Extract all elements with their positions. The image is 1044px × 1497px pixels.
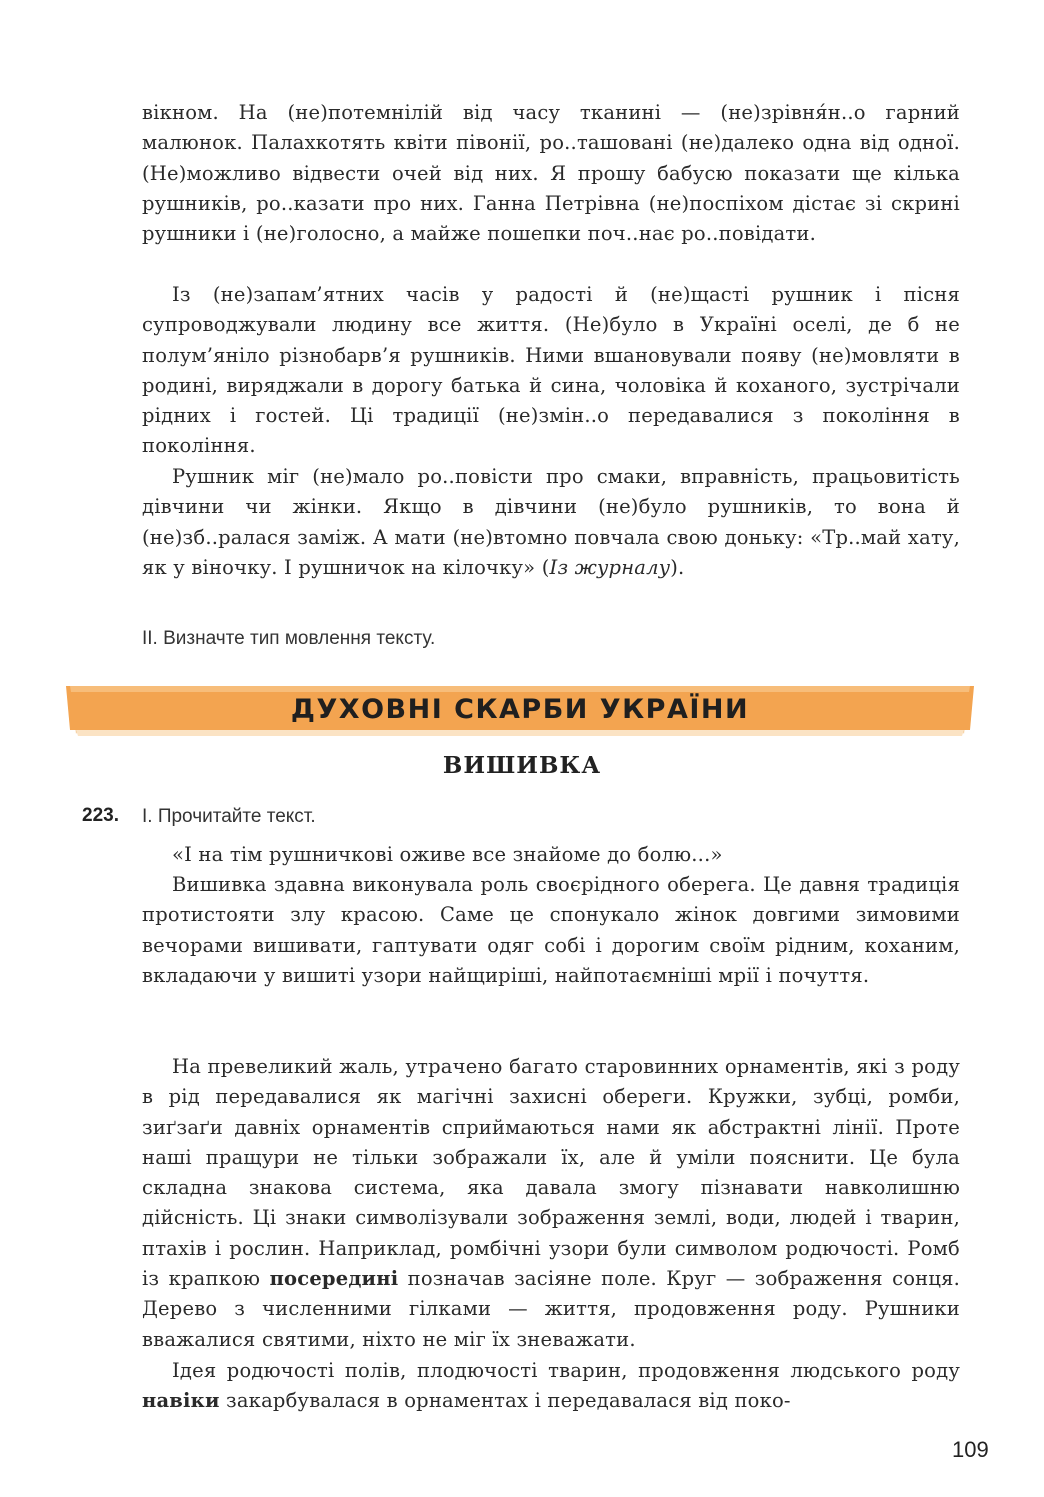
- exercise-number: 223.: [82, 805, 119, 826]
- paragraph-text: На превеликий жаль, утрачено багато старовинних орнаментів, які з роду в рід передавалися як магічні захисні обереги. Кружки, зубці, ромби, зиґзаґи давніх орнаментів сприймаються нами як абстрактні лінії. Проте наші пращури не тільки зображали їх, але й уміли пояснити. Це була складна знакова система, яка давала змогу пізнавати навколишню дійсність. Ці знаки символізували зображення землі, води, людей і тварин, птахів і рослин. Наприклад, ромбічні узори були символом родючості. Ромб із крапкою: [142, 1055, 960, 1291]
- page-number: 109: [952, 1437, 989, 1462]
- bold-word-poseredyni: посередині: [269, 1267, 399, 1291]
- task-speech-type: II. Визначте тип мовлення тексту.: [142, 628, 436, 649]
- paragraph-continued: [142, 98, 960, 249]
- paragraph-text: Вишивка здавна виконувала роль своєрідного оберега. Це давня традиція протистояти злу красою. Саме це спонукало жінок довгими зимовими вечорами вишивати, гаптувати одяг собі і дорогим своїм рідним, коханим, вкладаючи у вишиті узори найщиріші, найпотаємніші мрії і почуття.: [142, 873, 960, 987]
- source-paren-open: (: [535, 555, 550, 579]
- section-title: ВИШИВКА: [442, 752, 602, 779]
- paragraph-embroidery: [142, 870, 960, 991]
- epigraph-text: «І на тім рушничкові оживе все знайоме до болю...»: [172, 843, 723, 866]
- paragraph-text-cont: позначав засіяне поле. Круг — зображення сонця. Дерево з численними гілками — життя, продовження роду. Рушники вважалися святими, ніхто не міг їх зневажати.: [142, 1267, 960, 1351]
- section-banner: [66, 686, 974, 738]
- epigraph: [142, 840, 960, 870]
- paragraph-text-cont: закарбувалася в орнаментах і передавалася від поко-: [219, 1389, 791, 1413]
- paragraph-text: Рушник міг (не)мало ро..повісти про смаки, вправність, працьовитість дівчини чи жінки. Якщо в дівчини (не)було рушників, то вона й (не)зб..ралася заміж. А мати (не)втомно повчала свою доньку: «Тр..май хату, як у віночку. І рушничок на кілочку»: [142, 465, 960, 579]
- source-paren-close: ).: [670, 555, 685, 579]
- paragraph-tradition: [142, 280, 960, 462]
- bold-word-naviky: навіки: [142, 1389, 220, 1413]
- paragraph-text: вікном. На (не)потемнілій від часу тканині — (не)зрівня́н..о гарний малюнок. Палахкотять квіти півонії, ро..ташовані (не)далеко одна від одної. (Не)можливо відвести очей від них. Я прошу бабусю показати ще кілька рушників, ро..казати про них. Ганна Петрівна (не)поспіхом дістає зі скрині рушники і (не)голосно, а майже пошепки поч..нає ро..повідати.: [142, 101, 960, 246]
- paragraph-ornaments: [142, 1052, 960, 1355]
- exercise-task: I. Прочитайте текст.: [142, 806, 316, 827]
- paragraph-text: Ідея родючості полів, плодючості тварин, продовження людського роду: [172, 1359, 960, 1382]
- paragraph-fertility: [142, 1356, 960, 1417]
- banner-title: ДУХОВНІ СКАРБИ УКРАЇНИ: [290, 694, 750, 725]
- source-reference: Із журналу: [549, 555, 671, 579]
- paragraph-towel: [142, 462, 960, 583]
- paragraph-text: Із (не)запам’ятних часів у радості й (не)щасті рушник і пісня супроводжували людину все життя. (Не)було в Україні оселі, де б не полум’яніло різнобарв’я рушників. Ними вшановували появу (не)мовляти в родині, виряджали в дорогу батька й сина, чоловіка й коханого, зустрічали рідних і гостей. Ці традиції (не)змін..о передавалися з покоління в покоління.: [142, 283, 960, 458]
